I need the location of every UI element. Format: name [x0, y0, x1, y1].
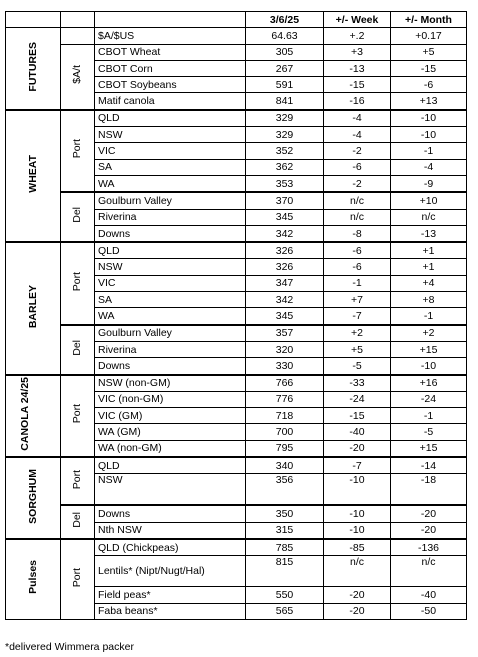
row-week: -40: [324, 424, 391, 440]
row-value: 326: [246, 259, 324, 275]
table-row: [6, 375, 467, 392]
group-label-barley: [6, 242, 61, 374]
header-row: [6, 12, 467, 28]
row-month: +1: [391, 259, 467, 275]
row-label: VIC: [95, 275, 246, 291]
row-value: 815: [246, 556, 324, 587]
row-label: WA: [95, 308, 246, 325]
subgroup-label-aud-t-text: $A/t: [71, 65, 83, 85]
subgroup-label-del-text: Del: [71, 512, 83, 528]
row-label: QLD: [95, 110, 246, 127]
row-month: +2: [391, 325, 467, 342]
row-label: CBOT Corn: [95, 60, 246, 76]
row-month: -14: [391, 457, 467, 474]
row-month: -6: [391, 77, 467, 93]
row-label: CBOT Soybeans: [95, 77, 246, 93]
row-label: SA: [95, 159, 246, 175]
row-label: Downs: [95, 358, 246, 375]
row-label: VIC (non-GM): [95, 391, 246, 407]
table-row: [6, 110, 467, 127]
row-value: 326: [246, 242, 324, 259]
row-month: -1: [391, 408, 467, 424]
group-label-sorghum-text: SORGHUM: [26, 468, 39, 524]
row-label: WA: [95, 175, 246, 192]
row-value: 329: [246, 110, 324, 127]
row-value: 795: [246, 440, 324, 457]
row-month: -13: [391, 225, 467, 242]
sub-blank: [61, 28, 95, 44]
row-week: -4: [324, 127, 391, 143]
row-week: -15: [324, 408, 391, 424]
row-label: NSW: [95, 474, 246, 506]
subgroup-label-port: [61, 110, 95, 192]
row-month: -15: [391, 60, 467, 76]
row-value: 342: [246, 225, 324, 242]
row-month: -10: [391, 358, 467, 375]
row-value: 353: [246, 175, 324, 192]
subgroup-label-port-text: Port: [71, 469, 83, 489]
row-label: Lentils* (Nipt/Nugt/Hal): [95, 556, 246, 587]
row-month: -4: [391, 159, 467, 175]
row-month: +5: [391, 44, 467, 60]
row-month: n/c: [391, 209, 467, 225]
row-label: Riverina: [95, 341, 246, 357]
row-value: 718: [246, 408, 324, 424]
row-label: SA: [95, 292, 246, 308]
row-week: -1: [324, 275, 391, 291]
table-row: [6, 505, 467, 522]
row-week: -6: [324, 242, 391, 259]
row-label: VIC: [95, 143, 246, 159]
row-week: -7: [324, 457, 391, 474]
row-value: 305: [246, 44, 324, 60]
subgroup-label-port-text: Port: [71, 139, 83, 159]
row-label: NSW: [95, 127, 246, 143]
row-month: -18: [391, 474, 467, 506]
row-week: -20: [324, 440, 391, 457]
subgroup-label-del-text: Del: [71, 207, 83, 224]
subgroup-label-del: [61, 505, 95, 539]
table-row: [6, 325, 467, 342]
group-label-futures-text: FUTURES: [26, 41, 39, 92]
row-week: -10: [324, 474, 391, 506]
group-label-sorghum: [6, 457, 61, 539]
subgroup-label-del-text: Del: [71, 339, 83, 356]
row-label: NSW (non-GM): [95, 375, 246, 392]
row-label: VIC (GM): [95, 408, 246, 424]
group-label-futures: [6, 28, 61, 110]
group-label-wheat: [6, 110, 61, 242]
row-value: 330: [246, 358, 324, 375]
row-value: 550: [246, 587, 324, 603]
group-label-canola: [6, 375, 61, 457]
row-week: -16: [324, 93, 391, 110]
row-value: 340: [246, 457, 324, 474]
row-label: Field peas*: [95, 587, 246, 603]
header-blank-sub: [61, 12, 95, 28]
row-week: -2: [324, 143, 391, 159]
row-week: -20: [324, 587, 391, 603]
row-value: 565: [246, 603, 324, 619]
row-value: 841: [246, 93, 324, 110]
row-week: +5: [324, 341, 391, 357]
footnote: *delivered Wimmera packer: [5, 641, 134, 653]
row-month: -5: [391, 424, 467, 440]
row-label: Downs: [95, 225, 246, 242]
row-value: 320: [246, 341, 324, 357]
row-week: -10: [324, 522, 391, 539]
group-label-barley-text: BARLEY: [26, 284, 39, 328]
table-row: [6, 242, 467, 259]
subgroup-label-del: [61, 325, 95, 375]
row-week: -6: [324, 159, 391, 175]
row-value: 342: [246, 292, 324, 308]
row-month: -1: [391, 308, 467, 325]
row-value: 362: [246, 159, 324, 175]
row-month: -136: [391, 539, 467, 556]
row-value: 357: [246, 325, 324, 342]
row-label: Matif canola: [95, 93, 246, 110]
row-value: 64.63: [246, 28, 324, 44]
row-week: -2: [324, 175, 391, 192]
row-label: Faba beans*: [95, 603, 246, 619]
row-month: -20: [391, 522, 467, 539]
subgroup-label-port-text: Port: [71, 567, 83, 587]
row-value: 370: [246, 192, 324, 209]
row-month: -10: [391, 110, 467, 127]
row-label: Downs: [95, 505, 246, 522]
row-label: WA (GM): [95, 424, 246, 440]
row-month: -20: [391, 505, 467, 522]
row-label: Nth NSW: [95, 522, 246, 539]
subgroup-label-del: [61, 192, 95, 242]
row-week: -6: [324, 259, 391, 275]
row-week: -85: [324, 539, 391, 556]
subgroup-label-port-text: Port: [71, 404, 83, 424]
row-month: -50: [391, 603, 467, 619]
row-label: QLD: [95, 242, 246, 259]
row-month: +15: [391, 341, 467, 357]
row-week: -5: [324, 358, 391, 375]
row-week: -13: [324, 60, 391, 76]
subgroup-label-port: [61, 242, 95, 324]
table-row: [6, 28, 467, 44]
table-row: [6, 44, 467, 60]
subgroup-label-port-text: Port: [71, 271, 83, 292]
row-value: 347: [246, 275, 324, 291]
row-month: +16: [391, 375, 467, 392]
row-week: +2: [324, 325, 391, 342]
row-month: -9: [391, 175, 467, 192]
row-week: -4: [324, 110, 391, 127]
row-label: Riverina: [95, 209, 246, 225]
row-week: n/c: [324, 192, 391, 209]
row-label: QLD (Chickpeas): [95, 539, 246, 556]
row-value: 345: [246, 308, 324, 325]
row-week: -24: [324, 391, 391, 407]
group-label-pulses-text: Pulses: [26, 560, 39, 595]
subgroup-label-aud-t: [61, 44, 95, 110]
row-week: -15: [324, 77, 391, 93]
row-label: $A/$US: [95, 28, 246, 44]
row-value: 785: [246, 539, 324, 556]
row-month: +1: [391, 242, 467, 259]
row-month: +4: [391, 275, 467, 291]
table-row: [6, 192, 467, 209]
header-month: +/- Month: [391, 12, 467, 28]
row-month: +8: [391, 292, 467, 308]
subgroup-label-port: [61, 457, 95, 505]
row-label: Goulburn Valley: [95, 325, 246, 342]
row-label: Goulburn Valley: [95, 192, 246, 209]
row-value: 350: [246, 505, 324, 522]
row-value: 591: [246, 77, 324, 93]
header-date: 3/6/25: [246, 12, 324, 28]
row-label: CBOT Wheat: [95, 44, 246, 60]
row-month: +10: [391, 192, 467, 209]
row-month: +15: [391, 440, 467, 457]
row-week: +3: [324, 44, 391, 60]
row-label: WA (non-GM): [95, 440, 246, 457]
row-week: -20: [324, 603, 391, 619]
row-label: NSW: [95, 259, 246, 275]
row-value: 700: [246, 424, 324, 440]
row-week: -10: [324, 505, 391, 522]
row-month: n/c: [391, 556, 467, 587]
row-month: +13: [391, 93, 467, 110]
row-value: 267: [246, 60, 324, 76]
group-label-wheat-text: WHEAT: [26, 155, 39, 193]
row-week: +.2: [324, 28, 391, 44]
row-week: -8: [324, 225, 391, 242]
row-week: n/c: [324, 556, 391, 587]
row-week: +7: [324, 292, 391, 308]
row-month: -40: [391, 587, 467, 603]
row-value: 352: [246, 143, 324, 159]
grain-price-table: [5, 11, 467, 620]
subgroup-label-port: [61, 375, 95, 457]
row-month: -10: [391, 127, 467, 143]
subgroup-label-port: [61, 539, 95, 619]
row-label: QLD: [95, 457, 246, 474]
row-month: -1: [391, 143, 467, 159]
row-week: -33: [324, 375, 391, 392]
row-week: -7: [324, 308, 391, 325]
row-value: 356: [246, 474, 324, 506]
row-value: 345: [246, 209, 324, 225]
group-label-pulses: [6, 539, 61, 619]
row-month: -24: [391, 391, 467, 407]
header-blank-label: [95, 12, 246, 28]
header-week: +/- Week: [324, 12, 391, 28]
header-blank-group: [6, 12, 61, 28]
group-label-canola-text: CANOLA 24/25: [19, 376, 31, 451]
table-row: [6, 457, 467, 474]
row-value: 776: [246, 391, 324, 407]
row-week: n/c: [324, 209, 391, 225]
row-value: 329: [246, 127, 324, 143]
row-value: 766: [246, 375, 324, 392]
table-row: [6, 539, 467, 556]
row-value: 315: [246, 522, 324, 539]
row-month: +0.17: [391, 28, 467, 44]
